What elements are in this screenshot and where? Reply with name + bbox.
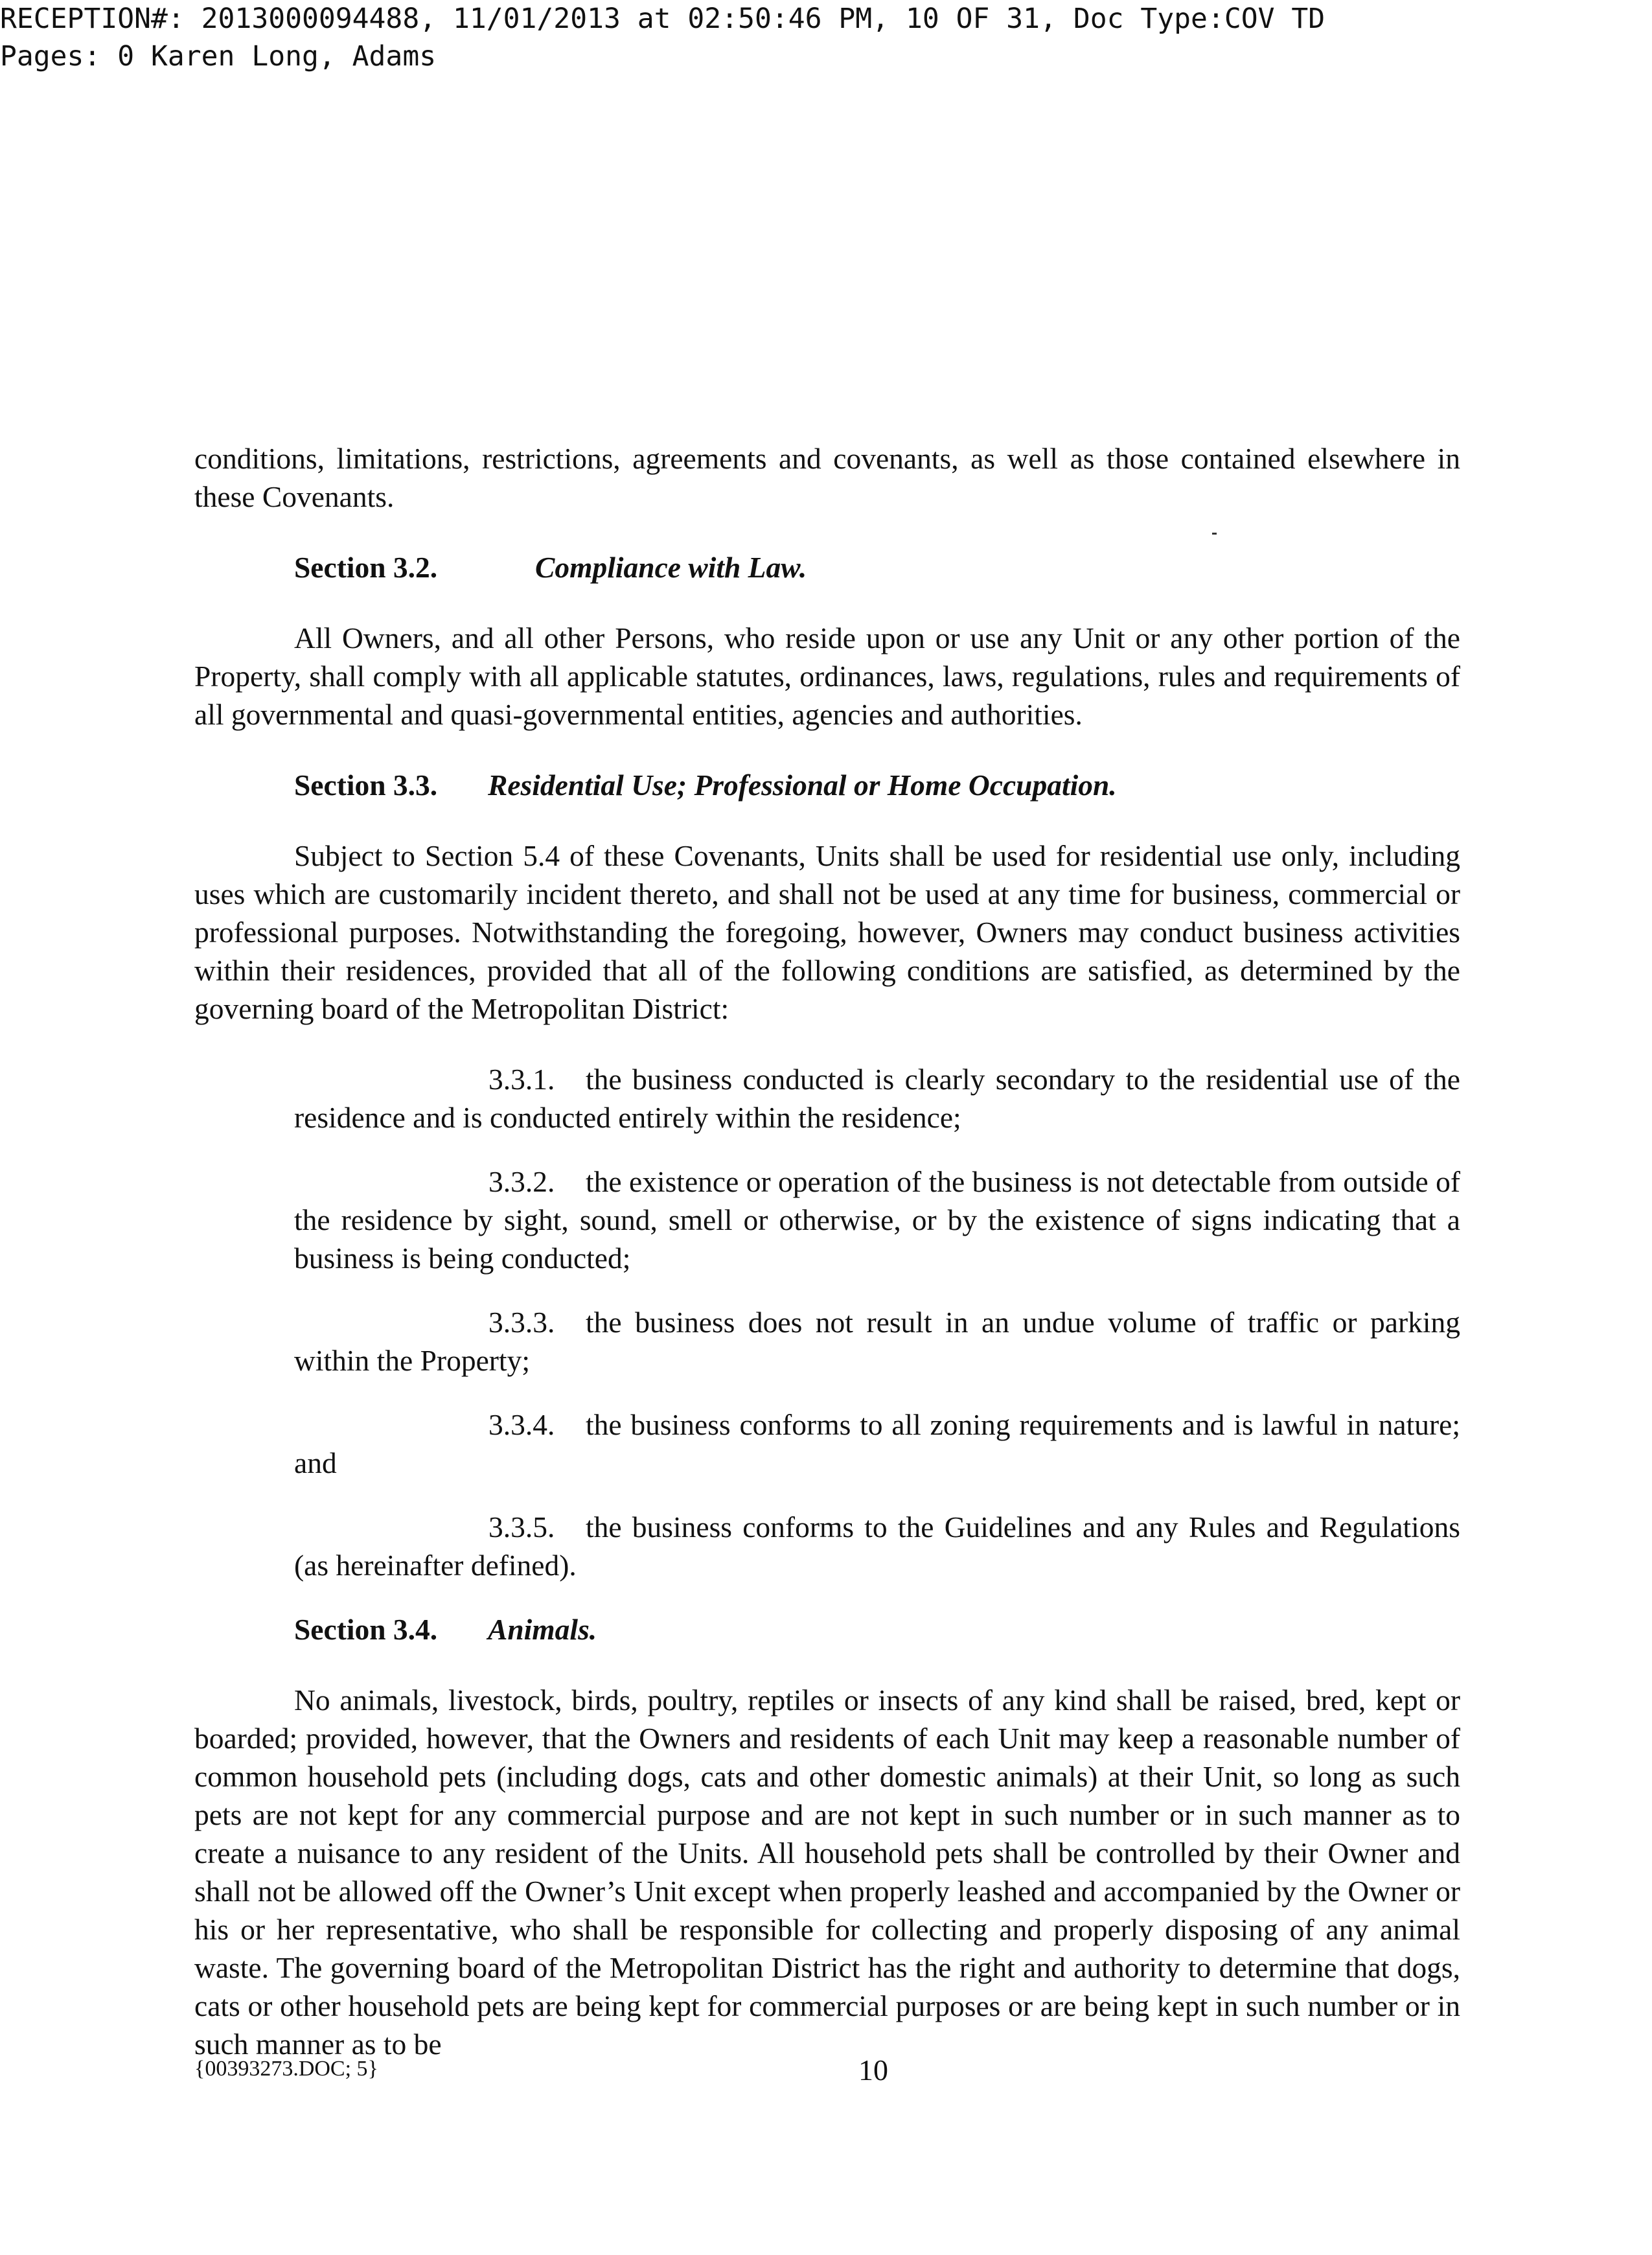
subsection-3-3-1 xyxy=(294,1060,1460,1137)
subsection-number: 3.3.4. xyxy=(488,1408,555,1441)
subsection-3-3-2 xyxy=(294,1162,1460,1277)
subsection-3-3-4 xyxy=(294,1405,1460,1482)
subsection-text: the business conducted is clearly secondary to the residential use of the residence and is conducted entirely within the residence; xyxy=(294,1063,1460,1134)
document-body xyxy=(194,439,1460,2063)
subsection-text: the existence or operation of the business is not detectable from outside of the residence by sight, sound, smell or otherwise, or by the existence of signs indicating that a business is being conducted; xyxy=(294,1165,1460,1275)
section-3-2-text: All Owners, and all other Persons, who reside upon or use any Unit or any other portion of the Property, shall comply with all applicable statutes, ordinances, laws, regulations, rules and requirements of all governmental and quasi-governmental entities, agencies and authorities. xyxy=(194,621,1460,731)
subsection-text: the business does not result in an undue volume of traffic or parking within the Property; xyxy=(294,1306,1460,1377)
recording-header-line-2: Pages: 0 Karen Long, Adams xyxy=(0,40,437,73)
recording-header-line-1: RECEPTION#: 2013000094488, 11/01/2013 at 02:50:46 PM, 10 OF 31, Doc Type:COV TD xyxy=(0,3,1325,35)
subsection-number: 3.3.3. xyxy=(488,1306,555,1339)
document-id: {00393273.DOC; 5} xyxy=(194,2057,378,2081)
section-title: Residential Use; Professional or Home Occupation. xyxy=(488,769,1117,802)
subsection-number: 3.3.5. xyxy=(488,1510,555,1544)
section-title: Compliance with Law. xyxy=(535,551,807,584)
subsection-number: 3.3.2. xyxy=(488,1165,555,1198)
subsection-number: 3.3.1. xyxy=(488,1063,555,1096)
subsection-text: the business conforms to all zoning requirements and is lawful in nature; and xyxy=(294,1408,1460,1479)
section-title: Animals. xyxy=(488,1613,597,1646)
section-3-3-heading xyxy=(294,766,1460,804)
section-3-2-heading xyxy=(294,548,1460,586)
page-number: 10 xyxy=(858,2053,888,2087)
section-3-4-heading xyxy=(294,1610,1460,1648)
section-3-4-text: No animals, livestock, birds, poultry, reptiles or insects of any kind shall be raised, bred, kept or boarded; provided, however, that the Owners and residents of each Unit may keep a reasonable number of common household pets (including dogs, cats and other domestic animals) at their Unit, so long as such pets are not kept for any commercial purpose and are not kept in such number or in such manner as to create a nuisance to any resident of the Units. All household pets shall be controlled by their Owner and shall not be allowed off the Owner’s Unit except when properly leashed and accompanied by the Owner or his or her representative, who shall be responsible for collecting and properly disposing of any animal waste. The governing board of the Metropolitan District has the right and authority to determine that dogs, cats or other household pets are being kept for commercial purposes or are being kept in such number or in such manner as to be xyxy=(194,1683,1460,2061)
section-number: Section 3.4. xyxy=(294,1613,438,1646)
subsection-3-3-5 xyxy=(294,1508,1460,1584)
section-number: Section 3.2. xyxy=(294,551,438,584)
continuation-paragraph: conditions, limitations, restrictions, agreements and covenants, as well as those contained elsewhere in these Covenants. xyxy=(194,442,1460,513)
subsection-3-3-3 xyxy=(294,1303,1460,1380)
recording-header xyxy=(0,0,1325,75)
subsection-text: the business conforms to the Guidelines and any Rules and Regulations (as hereinafter defined). xyxy=(294,1510,1460,1582)
section-number: Section 3.3. xyxy=(294,769,438,802)
section-3-3-text: Subject to Section 5.4 of these Covenants, Units shall be used for residential use only, including uses which are customarily incident thereto, and shall not be used at any time for business, commercial or professional purposes. Notwithstanding the foregoing, however, Owners may conduct business activities within their residences, provided that all of the following conditions are satisfied, as determined by the governing board of the Metropolitan District: xyxy=(194,839,1460,1025)
